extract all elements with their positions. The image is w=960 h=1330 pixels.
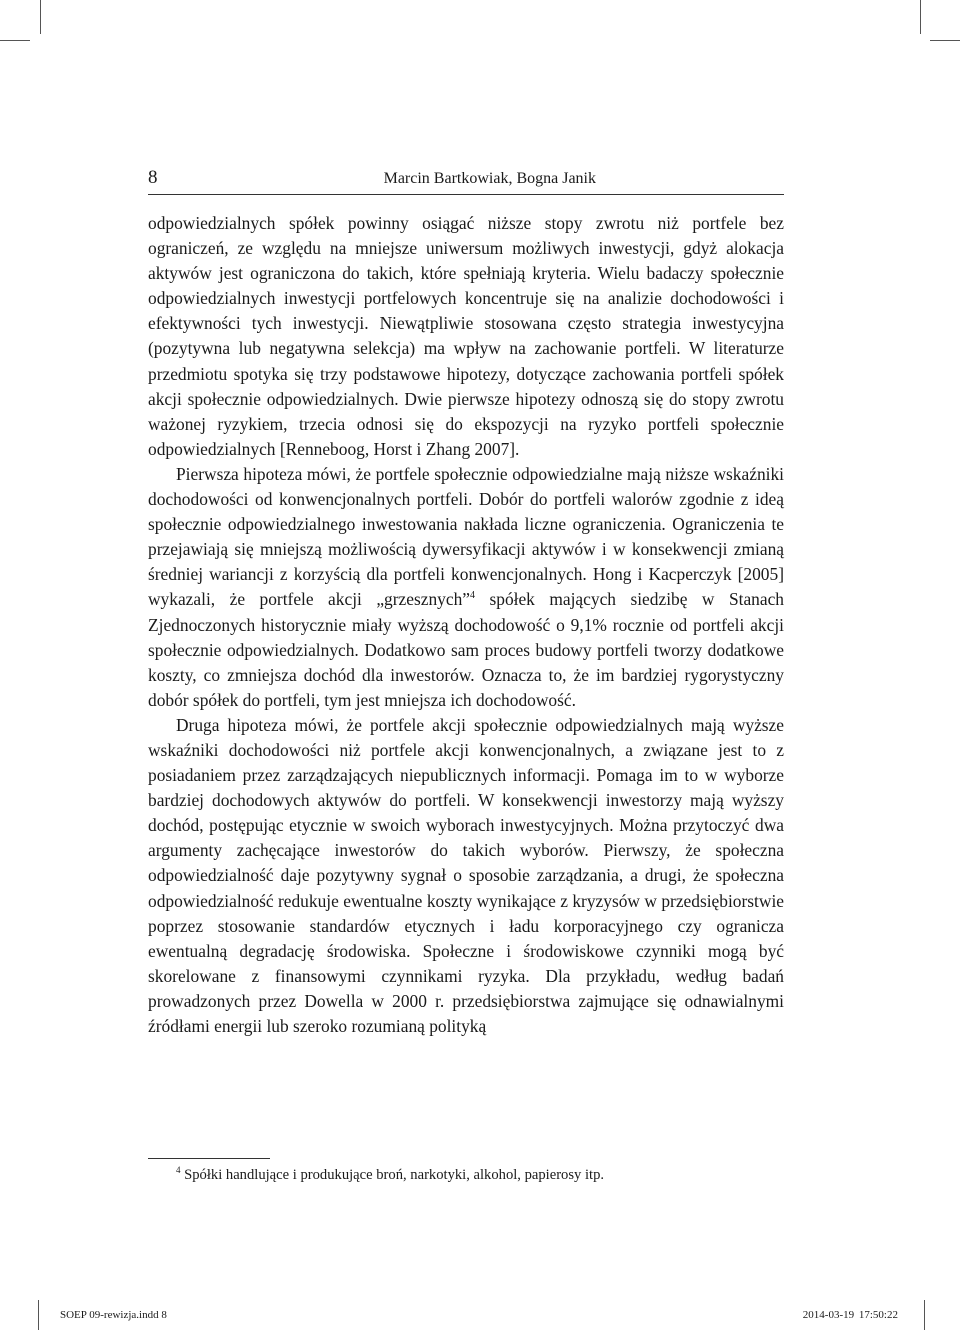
paragraph-text: Druga hipoteza mówi, że portfele akcji społecznie odpowiedzialnych mają wyższe wskaźniki dochodowości niż portfele akcji konwencjonalnych, a związane jest to z posiadaniem przez zarządzających niepublicznych informacji. Pomaga im to w wyborze bardziej dochodowych aktywów do portfeli. W konsekwencji inwestorzy mają wyższy dochód, postępując etycznie w swoich wyborach inwestycyjnych. Można przytoczyć dwa argumenty zachęcające inwestorów do takich wyborów. Pierwszy, że społeczna odpowiedzialność daje pozytywny sygnał o sposobie zarządzania, a drugi, że społeczna odpowiedzialność redukuje ewentualne koszty wynikające z kryzysów w przedsiębiorstwie poprzez stosowanie standardów etycznych i ładu korporacyjnego czy ogranicza ewentualną degradację środowiska. Społeczne i środowiskowe czynniki mogą być skorelowane z finansowymi czynnikami ryzyka. Dla przykładu, według badań prowadzonych przez Dowella w 2000 r. przedsiębiorstwa zajmujące się odnawialnymi źródłami energii lub szeroko rozumianą polityką	[148, 714, 784, 1036]
running-head	[148, 166, 784, 190]
page-number: 8	[148, 167, 158, 188]
paragraph-first-hypothesis	[148, 462, 784, 713]
footnote-mark: 4	[176, 1165, 181, 1176]
slug-area	[38, 1300, 925, 1330]
body-text	[148, 211, 784, 1039]
header-rule	[148, 194, 784, 195]
footnote-text: Spółki handlujące i produkujące broń, narkotyki, alkohol, papierosy itp.	[180, 1167, 605, 1183]
crop-mark-top-left-h	[0, 40, 30, 41]
paragraph-text: Pierwsza hipoteza mówi, że portfele społecznie odpowiedzialne mają niższe wskaźniki dochodowości od konwencjonalnych portfeli. Dobór do portfeli walorów zgodnie z ideą społecznie odpowiedzialnego inwestowania nakłada liczne ograniczenia. Ograniczenia te przejawiają się mniejszą możliwością dywersyfikacji aktywów i w konsekwencji zmianą średniej wariancji z korzyścią dla portfeli konwencjonalnych. Hong i Kacperczyk [2005] wykazali, że portfele akcji „grzesznych”	[148, 463, 784, 610]
paragraph-continued	[148, 211, 784, 462]
footnote-rule	[148, 1158, 270, 1159]
slug-time: 17:50:22	[858, 1309, 898, 1321]
paragraph-text: spółek mających siedzibę w Stanach Zjednoczonych historycznie miały wyższą dochodowość o 9,1% rocznie od portfeli akcji społecznie odpowiedzialnych. Dodatkowo sam proces budowy portfeli tworzy dodatkowe koszty, co zmniejsza dochód dla inwestorów. Oznacza to, że im bardziej rygorystyczny dobór spółek do portfeli, tym jest mniejsza ich dochodowość.	[148, 589, 785, 710]
footnote-reference: 4	[470, 590, 475, 602]
paragraph-second-hypothesis	[148, 713, 784, 1039]
crop-mark-top-right-h	[930, 40, 960, 41]
footnote	[176, 1164, 776, 1186]
running-title: Marcin Bartkowiak, Bogna Janik	[383, 170, 596, 187]
crop-mark-top-left	[40, 0, 41, 34]
crop-mark-top-right	[920, 0, 921, 34]
paragraph-text: odpowiedzialnych spółek powinny osiągać niższe stopy zwrotu niż portfele bez ograniczeń, ze względu na mniejsze uniwersum możliwych inwestycji, gdyż alokacja aktywów jest ograniczona do takich, które spełniają kryteria. Wielu badaczy społecznie odpowiedzialnych inwestycji portfelowych koncentruje się na analizie dochodowości i efektywności tych inwestycji. Niewątpliwie stosowana często strategia inwestycyjna (pozytywna lub negatywna selekcja) ma wpływ na zachowanie portfeli. W literaturze przedmiotu spotyka się trzy podstawowe hipotezy, dotyczące zachowania portfeli spółek akcji społecznie odpowiedzialnych. Dwie pierwsze hipotezy odnoszą się do stopy zwrotu ważonej ryzykiem, trzecia odnosi się do ekspozycji na ryzyko portfeli społecznie odpowiedzialnych [Renneboog, Horst i Zhang 2007].	[148, 213, 784, 459]
slug-date: 2014-03-19	[802, 1309, 855, 1321]
slug-timestamp	[803, 1308, 898, 1322]
slug-filename: SOEP 09-rewizja.indd 8	[60, 1309, 167, 1321]
